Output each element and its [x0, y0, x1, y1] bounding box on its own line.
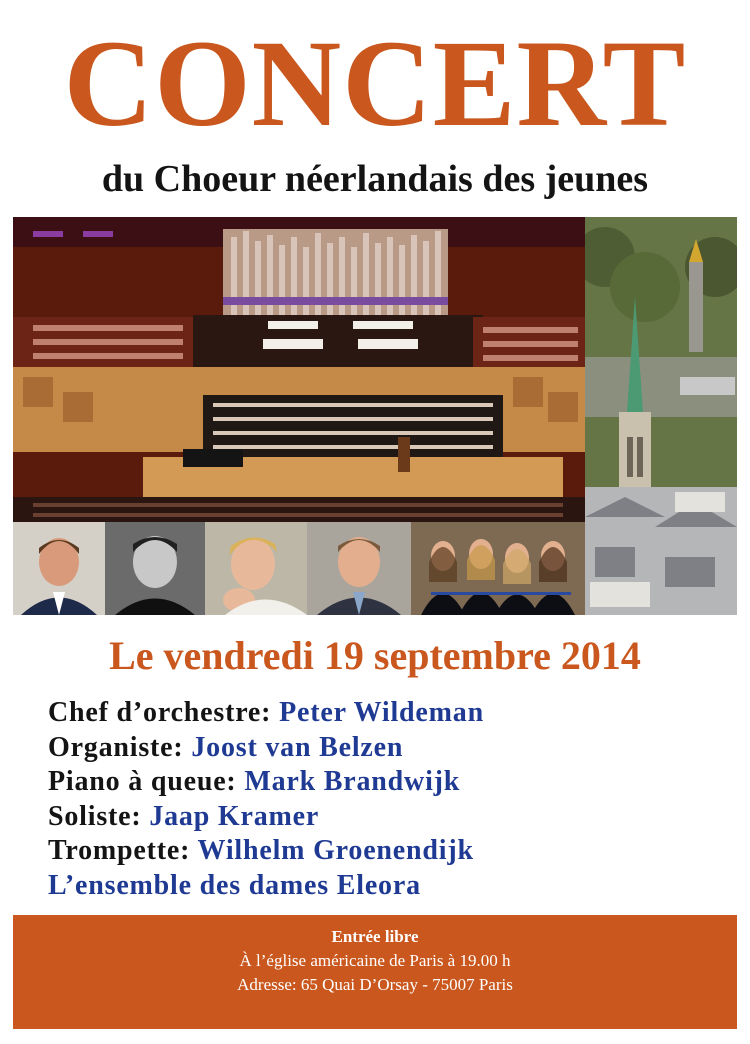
paris-church-illustration	[585, 217, 737, 615]
performer-row	[48, 834, 728, 869]
portrait-strip	[13, 522, 585, 615]
portrait-illustration	[105, 522, 205, 615]
portrait-illustration	[13, 522, 105, 615]
performer-name: Joost van Belzen	[191, 731, 404, 763]
portrait-photo	[307, 522, 411, 615]
performer-name: Mark Brandwijk	[244, 766, 461, 797]
poster-title: CONCERT	[63, 15, 687, 152]
performer-list	[48, 696, 728, 903]
role-label: Soliste:	[48, 800, 142, 832]
performer-row	[48, 800, 728, 835]
role-label: Piano à queue:	[48, 766, 237, 797]
performer-row	[48, 765, 728, 800]
performer-name: Peter Wildeman	[279, 697, 484, 728]
portrait-photo	[105, 522, 205, 615]
photo-collage	[13, 217, 737, 615]
role-label: Chef d’orchestre:	[48, 697, 272, 728]
performer-row	[48, 869, 728, 904]
performer-name: Jaap Kramer	[149, 800, 320, 832]
info-banner	[13, 915, 737, 1029]
address-text: Adresse: 65 Quai D’Orsay - 75007 Paris	[237, 975, 513, 994]
role-label: Trompette:	[48, 835, 191, 866]
portrait-photo	[411, 522, 585, 615]
admission-text: Entrée libre	[331, 927, 419, 946]
portrait-illustration	[205, 522, 307, 615]
performer-row	[48, 731, 728, 766]
concert-date: Le vendredi 19 septembre 2014	[109, 633, 641, 678]
venue-text: À l’église américaine de Paris à 19.00 h	[239, 951, 511, 970]
poster-subtitle: du Choeur néerlandais des jeunes	[101, 158, 649, 200]
portrait-illustration	[411, 522, 585, 615]
role-label: Organiste:	[48, 731, 184, 763]
performer-name: Wilhelm Groenendijk	[197, 835, 474, 866]
portrait-illustration	[307, 522, 411, 615]
portrait-photo	[13, 522, 105, 615]
portrait-photo	[205, 522, 307, 615]
concert-hall-photo	[13, 217, 585, 522]
ensemble-name: L’ensemble des dames Eleora	[48, 869, 421, 901]
paris-church-photo	[585, 217, 737, 615]
concert-hall-illustration	[13, 217, 585, 522]
performer-row	[48, 696, 728, 731]
